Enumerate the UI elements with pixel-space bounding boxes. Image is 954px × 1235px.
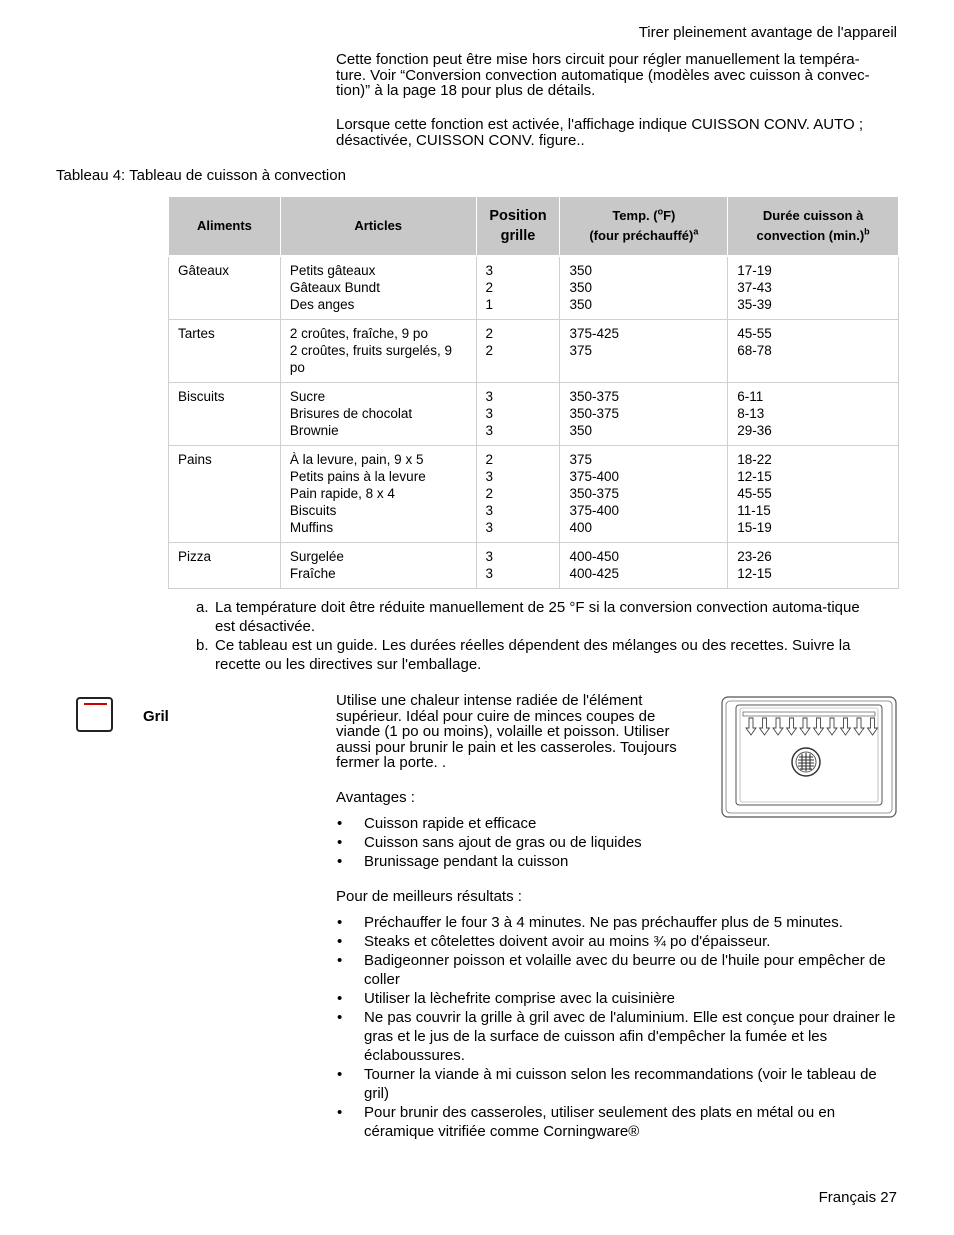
text-line: Cette fonction peut être mise hors circuit pour régler manuellement la tempéra- <box>336 51 860 68</box>
cell-line: 15-19 <box>737 520 772 535</box>
list-item <box>336 814 896 833</box>
cell-line: Brownie <box>289 423 339 438</box>
table-caption: Tableau 4: Tableau de cuisson à convection <box>56 167 346 184</box>
text-line: désactivée, CUISSON CONV. figure.. <box>336 131 585 149</box>
header-aliments: Aliments <box>169 197 281 257</box>
text-line: supérieur. Idéal pour cuire de minces coupes de <box>336 707 656 725</box>
cell-line: Sucre <box>289 389 326 404</box>
cell-aliment: Biscuits <box>169 383 281 446</box>
cell-line: 375 <box>569 343 592 358</box>
cell-line: 400-425 <box>569 566 620 581</box>
convection-cooking-table <box>168 196 899 589</box>
cell-line: 37-43 <box>737 280 772 295</box>
cell-line: 68-78 <box>737 343 772 358</box>
text-line: tion)” à la page 18 pour plus de détails. <box>336 82 596 100</box>
cell-line: 375-425 <box>569 326 620 341</box>
bullet-mark: • <box>337 815 343 832</box>
cell-duree <box>728 446 899 543</box>
list-item <box>336 989 896 1008</box>
cell-line: 3 <box>485 263 494 278</box>
cell-line: 3 <box>485 406 494 421</box>
footnote-ref-a: a <box>693 226 699 237</box>
list-item-text: Pour brunir des casseroles, utiliser seulement des plats en métal ou en céramique vitrifiée comme Corningware® <box>364 1104 836 1140</box>
header-temp-preheat: (four préchauffé) <box>589 228 694 243</box>
cell-line: 3 <box>485 549 494 564</box>
cell-line: 3 <box>485 469 494 484</box>
table-row <box>169 256 899 320</box>
cell-line: 3 <box>485 503 494 518</box>
cell-line: 350 <box>569 423 592 438</box>
text-line: ture. Voir “Conversion convection automatique (modèles avec cuisson à convec- <box>336 66 870 84</box>
bullet-mark: • <box>337 952 343 969</box>
cell-temp <box>560 446 728 543</box>
bullet-mark: • <box>337 834 343 851</box>
cell-line: 17-19 <box>737 263 772 278</box>
oven-broil-illustration-icon <box>721 696 897 818</box>
cell-line: 3 <box>485 520 494 535</box>
cell-position <box>476 446 560 543</box>
header-temp-line2 <box>566 226 721 246</box>
intro-paragraph-1 <box>336 52 896 99</box>
text-line: Lorsque cette fonction est activée, l'affichage indique CUISSON CONV. AUTO ; <box>336 116 864 133</box>
list-item <box>336 833 896 852</box>
cell-line: 3 <box>485 566 494 581</box>
cell-line: 45-55 <box>737 486 772 501</box>
cell-line: 45-55 <box>737 326 772 341</box>
cell-position <box>476 256 560 320</box>
cell-line: Petits gâteaux <box>289 263 376 278</box>
cell-line: 2 croûtes, fruits surgelés, 9 <box>289 343 452 358</box>
cell-line: 3 <box>485 423 494 438</box>
cell-line: Biscuits <box>289 503 337 518</box>
cell-line: 2 <box>485 452 494 467</box>
gril-description <box>336 693 706 771</box>
cell-line: po <box>289 360 305 375</box>
best-results-title: Pour de meilleurs résultats : <box>336 888 522 905</box>
cell-line: Brisures de chocolat <box>289 406 413 421</box>
cell-line: 350-375 <box>569 406 620 421</box>
cell-line: 18-22 <box>737 452 772 467</box>
cell-duree <box>728 383 899 446</box>
list-item-text: Brunissage pendant la cuisson <box>364 853 569 870</box>
cell-line: 12-15 <box>737 469 772 484</box>
text-line: fermer la porte. . <box>336 754 447 772</box>
list-item <box>336 913 896 932</box>
table-row <box>169 320 899 383</box>
cell-line: Gâteaux Bundt <box>289 280 380 295</box>
table-footnotes <box>196 598 876 674</box>
cell-line: 3 <box>485 389 494 404</box>
footnote-text: Ce tableau est un guide. Les durées réelles dépendent des mélanges ou des recettes. Suivre la recette ou les directives sur l'emballage. <box>215 637 851 673</box>
cell-aliment: Pizza <box>169 543 281 589</box>
list-item-text: Steaks et côtelettes doivent avoir au moins ¾ po d'épaisseur. <box>364 933 771 950</box>
bullet-mark: • <box>337 914 343 931</box>
cell-line: À la levure, pain, 9 x 5 <box>289 452 424 467</box>
cell-articles <box>280 543 476 589</box>
cell-temp <box>560 383 728 446</box>
cell-line: Pain rapide, 8 x 4 <box>289 486 395 501</box>
header-duree-line2 <box>734 226 892 246</box>
page-header: Tirer pleinement avantage de l'appareil <box>638 24 897 41</box>
header-position-line2: grille <box>500 228 536 244</box>
cell-aliment: Tartes <box>169 320 281 383</box>
cell-line: Petits pains à la levure <box>289 469 426 484</box>
cell-line: 350 <box>569 263 592 278</box>
cell-duree <box>728 320 899 383</box>
header-duree-line1: Durée cuisson à <box>762 208 864 223</box>
table-row <box>169 446 899 543</box>
list-item-text: Tourner la viande à mi cuisson selon les recommandations (voir le tableau de gril) <box>364 1066 877 1102</box>
list-item-text: Cuisson sans ajout de gras ou de liquides <box>364 834 642 851</box>
cell-duree <box>728 256 899 320</box>
list-item <box>336 1065 896 1103</box>
cell-line: 350-375 <box>569 486 620 501</box>
cell-line: 1 <box>485 297 494 312</box>
cell-line: 6-11 <box>737 389 764 404</box>
cell-position <box>476 543 560 589</box>
intro-paragraph-2 <box>336 117 896 148</box>
footnote-ref-b: b <box>864 226 870 237</box>
broil-mode-icon <box>76 697 113 732</box>
cell-line: 29-36 <box>737 423 772 438</box>
header-temp-unit: F) <box>663 208 676 223</box>
cell-line: 2 <box>485 343 494 358</box>
broil-element-mark <box>84 703 107 705</box>
list-item <box>336 932 896 951</box>
cell-articles <box>280 446 476 543</box>
list-item <box>336 1103 896 1141</box>
text-line: aussi pour brunir le pain et les casseroles. Toujours <box>336 738 677 756</box>
avantages-list <box>336 814 896 871</box>
cell-articles <box>280 256 476 320</box>
cell-line: 2 <box>485 486 494 501</box>
header-position-line1: Position <box>489 208 547 224</box>
cell-position <box>476 383 560 446</box>
list-item-text: Préchauffer le four 3 à 4 minutes. Ne pas préchauffer plus de 5 minutes. <box>364 914 843 931</box>
cell-line: 8-13 <box>737 406 765 421</box>
avantages-title: Avantages : <box>336 789 415 806</box>
cell-line: 2 croûtes, fraîche, 9 po <box>289 326 428 341</box>
cell-line: 23-26 <box>737 549 772 564</box>
degree-mark: o <box>657 206 664 217</box>
cell-line: 375-400 <box>569 469 620 484</box>
header-temp <box>560 197 728 257</box>
cell-line: 2 <box>485 280 494 295</box>
header-temp-text: Temp. ( <box>612 208 658 223</box>
footnote-text: La température doit être réduite manuellement de 25 °F si la conversion convection automa-tique est désactivée. <box>215 599 860 635</box>
cell-line: 400-450 <box>569 549 620 564</box>
cell-line: 2 <box>485 326 494 341</box>
bullet-mark: • <box>337 853 343 870</box>
cell-line: 11-15 <box>737 503 771 518</box>
text-line: Utilise une chaleur intense radiée de l'élément <box>336 692 643 709</box>
cell-line: 375 <box>569 452 592 467</box>
cell-line: Muffins <box>289 520 334 535</box>
cell-aliment: Pains <box>169 446 281 543</box>
footnote-mark: b. <box>196 637 209 654</box>
cell-line: Des anges <box>289 297 355 312</box>
section-label-gril: Gril <box>143 708 169 725</box>
footnote-mark: a. <box>196 599 209 616</box>
cell-line: Fraîche <box>289 566 336 581</box>
cell-aliment: Gâteaux <box>169 256 281 320</box>
header-duree-text: convection (min.) <box>756 228 865 243</box>
list-item <box>336 852 896 871</box>
bullet-mark: • <box>337 1009 343 1026</box>
cell-line: 350-375 <box>569 389 620 404</box>
list-item-text: Cuisson rapide et efficace <box>364 815 537 832</box>
cell-articles <box>280 320 476 383</box>
cell-temp <box>560 256 728 320</box>
list-item-text: Ne pas couvrir la grille à gril avec de l'aluminium. Elle est conçue pour drainer le gras et le jus de la surface de cuisson afin d'empêcher la fumée et les éclaboussures. <box>364 1009 896 1064</box>
cell-line: 12-15 <box>737 566 772 581</box>
cell-duree <box>728 543 899 589</box>
bullet-mark: • <box>337 1104 343 1121</box>
table-header-row <box>169 197 899 257</box>
header-duree <box>728 197 899 257</box>
table-body <box>169 256 899 589</box>
cell-line: 350 <box>569 297 592 312</box>
header-temp-line1 <box>566 206 721 226</box>
cell-temp <box>560 320 728 383</box>
best-results-list <box>336 913 896 1141</box>
footnote-a <box>196 598 876 636</box>
cell-articles <box>280 383 476 446</box>
list-item-text: Badigeonner poisson et volaille avec du beurre ou de l'huile pour empêcher de coller <box>364 952 886 988</box>
cell-temp <box>560 543 728 589</box>
cell-line: Surgelée <box>289 549 344 564</box>
bullet-mark: • <box>337 933 343 950</box>
header-position <box>476 197 560 257</box>
bullet-mark: • <box>337 1066 343 1083</box>
cell-line: 400 <box>569 520 592 535</box>
header-articles: Articles <box>280 197 476 257</box>
table-row <box>169 383 899 446</box>
list-item <box>336 1008 896 1065</box>
cell-line: 375-400 <box>569 503 620 518</box>
cell-line: 350 <box>569 280 592 295</box>
cell-line: 35-39 <box>737 297 772 312</box>
list-item <box>336 951 896 989</box>
list-item-text: Utiliser la lèchefrite comprise avec la cuisinière <box>364 990 675 1007</box>
table-row <box>169 543 899 589</box>
text-line: viande (1 po ou moins), volaille et poisson. Utiliser <box>336 723 670 741</box>
page-footer: Français 27 <box>818 1189 897 1206</box>
cell-position <box>476 320 560 383</box>
bullet-mark: • <box>337 990 343 1007</box>
footnote-b <box>196 636 876 674</box>
